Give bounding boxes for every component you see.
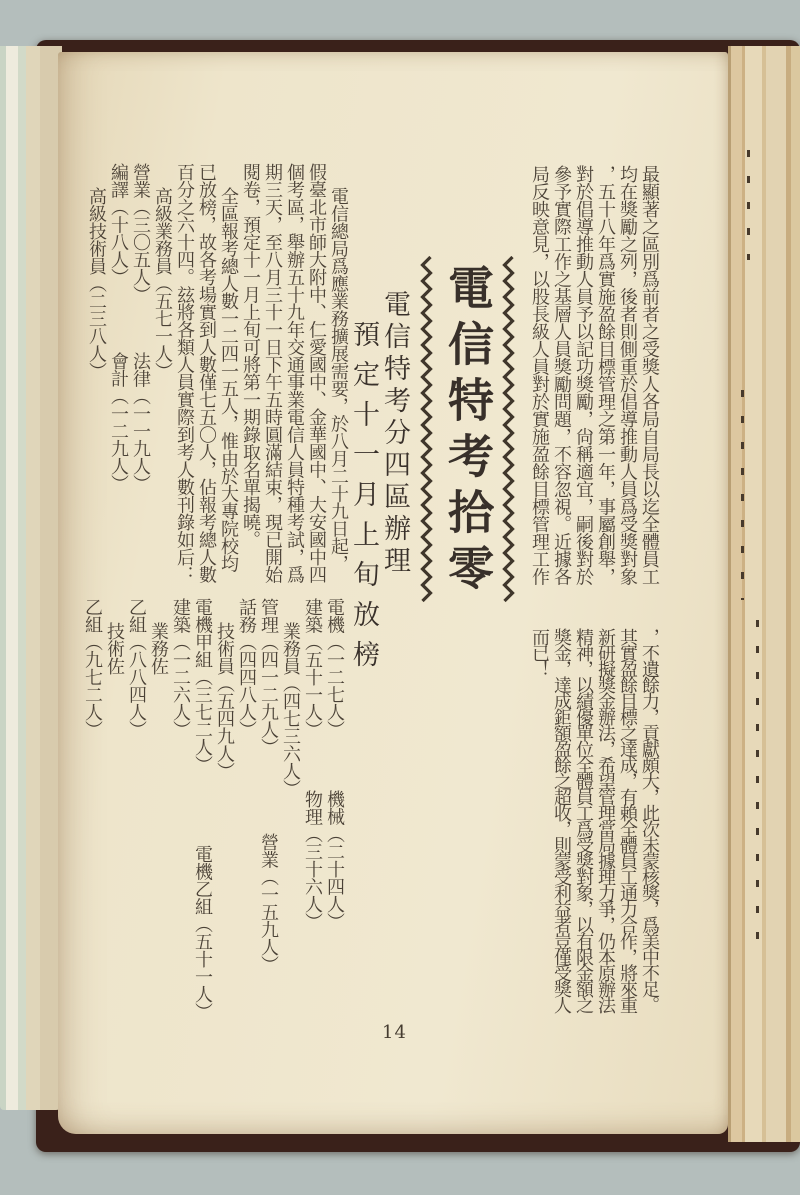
page-edge-mark — [747, 150, 750, 260]
list-category: 技術佐 — [104, 622, 125, 675]
list-item: 機械（二十四人） — [324, 790, 345, 930]
text-column: ，五十八年爲實施盈餘目標管理之第一年，事屬創舉， — [595, 165, 616, 585]
list-category: 高級技術員（二三八人） — [86, 187, 107, 380]
list-category: 高級業務員（五七一人） — [152, 187, 173, 380]
text-column: 局反映意見，以股長級人員對於實施盈餘目標管理工作 — [529, 165, 550, 585]
article-lower-band — [81, 598, 345, 1054]
list-item: 電機（一二七人） — [324, 598, 345, 738]
feature-subtitle — [348, 290, 410, 725]
list-item: 乙組（九七二人） — [82, 598, 103, 738]
list-item: 乙組（八八四人） — [126, 598, 147, 738]
list-item: 物理（三十六人） — [302, 790, 323, 930]
list-column — [257, 598, 279, 1030]
text-column: 精神，以績優單位全體員工爲受獎對象，以有限金額之 — [573, 628, 594, 1012]
facing-page-edges — [0, 46, 62, 1110]
list-item: 營業（三〇五人） — [130, 163, 151, 303]
list-item: 話務（四四八人） — [236, 598, 257, 738]
list-item: 法律（一一九人） — [130, 352, 151, 492]
list-category: 業務員（四七三六人） — [280, 622, 301, 797]
text-column: 對於倡導推動人員予以記功獎勵，尙稱適宜，嗣後對於 — [573, 165, 594, 585]
text-column: 新研擬獎金辦法，希望管理當局據理力爭，仍本原辦法 — [595, 628, 616, 1012]
list-item: 電機乙組（五十一人） — [192, 845, 213, 1020]
prev-article-lower-band — [528, 628, 660, 1038]
page-number: 14 — [382, 1022, 407, 1043]
text-column: 其實盈餘目標之達成，有賴全體員工通力合作，將來重 — [617, 628, 638, 1012]
text-column: 全區報考總人數一二四一五人，惟由於大專院校均 — [218, 187, 239, 572]
text-column: 期三天，至八月三十一日下午五時圓滿結束，現已開始 — [262, 163, 283, 583]
list-item: 建築（五十一人） — [302, 598, 323, 738]
page-stack-edge — [728, 46, 800, 1142]
feature-title-text: 電信特考拾零 — [441, 264, 495, 600]
page-edge-mark — [741, 390, 744, 600]
list-category: 技術員（五四九人） — [214, 622, 235, 780]
text-column: 而已！ — [529, 628, 550, 676]
list-item: 管理（四一二九人） — [258, 598, 279, 756]
list-column — [323, 598, 345, 1030]
list-item: 編譯（十八人） — [108, 163, 129, 286]
list-column — [301, 598, 323, 1030]
list-column — [129, 163, 151, 595]
list-item: 建築（一二六人） — [170, 598, 191, 738]
list-column — [191, 598, 213, 1030]
text-column: 電信總局爲應業務擴展需要，於八月二十九日起， — [328, 187, 349, 572]
text-column: 最顯著之區別爲前者之受獎人各局自局長以迄全體員工 — [639, 165, 660, 585]
subtitle-line: 預定十一月上旬放榜 — [348, 320, 379, 680]
text-column: 百分之六十四。玆將各類人員實際到考人數刊錄如后： — [174, 163, 195, 583]
zigzag-border-left — [420, 256, 433, 606]
list-column — [107, 163, 129, 595]
article-upper-band — [85, 163, 349, 619]
subtitle-line: 電信特考分四區辦理 — [379, 290, 410, 578]
text-column: 個考區，舉辦五十九年交通事業電信人員特種考試，爲 — [284, 163, 305, 583]
text-column: 已放榜，故各考場實到人數僅七五〇人，佔報考總人數 — [196, 163, 217, 583]
zigzag-border-right — [502, 256, 515, 606]
text-column: 參予實際工作之基層人員獎勵問題，不容忽視。近據各 — [551, 165, 572, 585]
text-column: 閱卷，預定十一月上旬可將第一期錄取名單揭曉。 — [240, 163, 261, 548]
list-category: 業務佐 — [148, 622, 169, 675]
list-item: 電機甲組（三七二人） — [192, 598, 213, 773]
prev-article-upper-band — [528, 165, 660, 625]
text-column: ，不遺餘力，貢獻頗大，此次未蒙核獎，爲美中不足。 — [639, 628, 660, 1012]
feature-title — [437, 264, 499, 614]
page-edge-mark — [756, 620, 759, 950]
text-column: 均在獎勵之列，後者則側重於倡導推動人員爲受獎對象 — [617, 165, 638, 585]
text-column: 假臺北市師大附中、仁愛國中、金華國中、大安國中四 — [306, 163, 327, 583]
text-column: 獎金，達成鉅額盈餘之超收，則蒙受利益者豈僅受獎人 — [551, 628, 572, 1012]
list-item: 營業（一五九人） — [258, 832, 279, 973]
list-item: 會計（一二九人） — [108, 351, 129, 492]
